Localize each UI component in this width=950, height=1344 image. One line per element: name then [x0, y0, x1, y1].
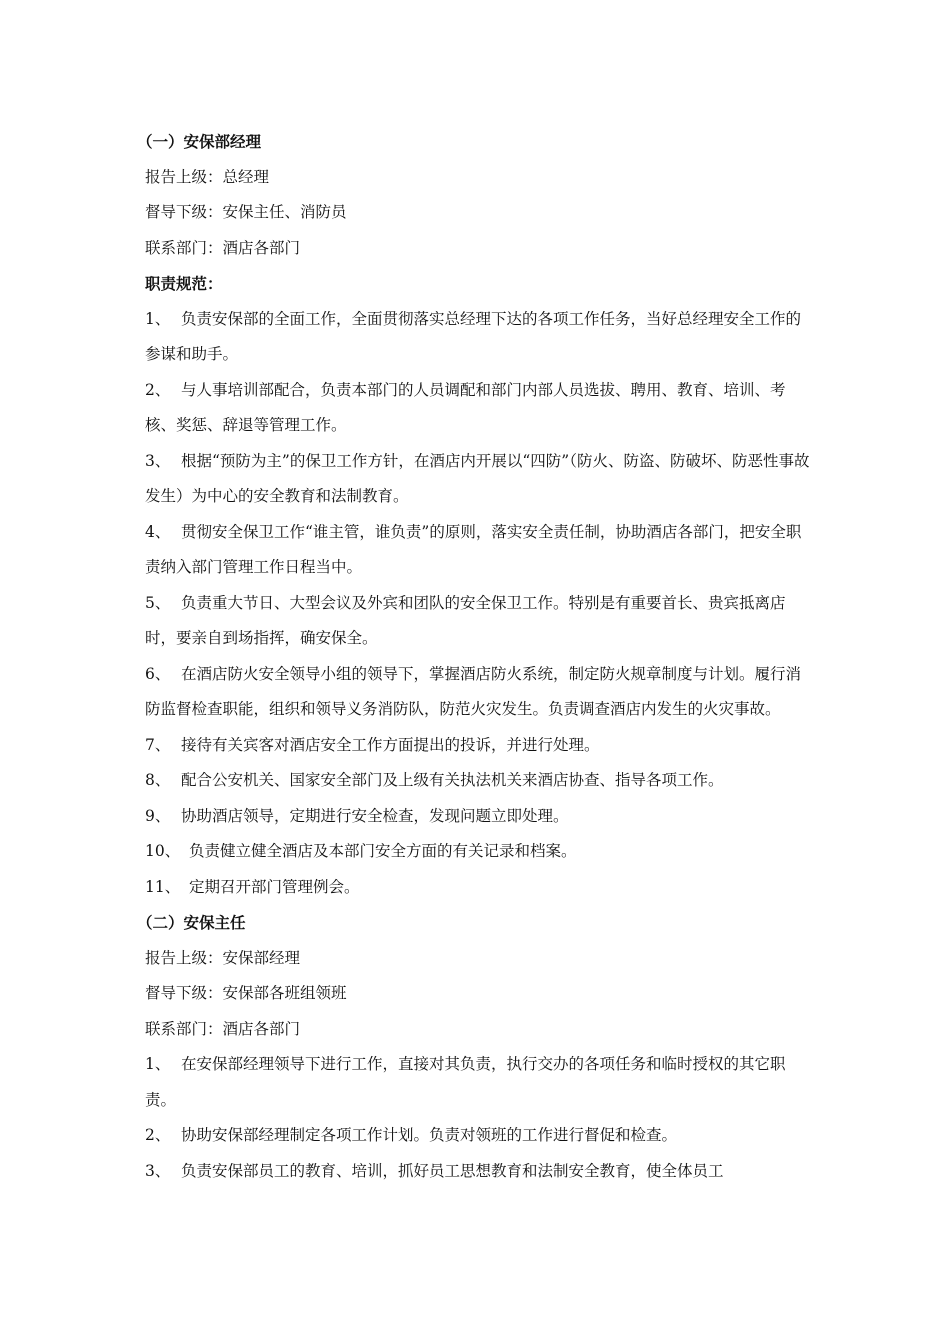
- duty-item-number: 10、: [145, 842, 181, 860]
- duty-item-number: 8、: [145, 771, 171, 789]
- duty-item-number: 5、: [145, 593, 171, 612]
- duty-item-text: 与人事培训部配合，负责本部门的人员调配和部门内部人员选拔、聘用、教育、培训、考核、奖惩、辞退等管理工作。: [145, 380, 786, 434]
- duty-item-number: 3、: [145, 1161, 171, 1180]
- duty-item-text: 根据“预防为主”的保卫工作方针，在酒店内开展以“四防”（防火、防盗、防破坏、防恶性事故发生）为中心的安全教育和法制教育。: [145, 451, 810, 505]
- duty-item-text: 协助安保部经理制定各项工作计划。负责对领班的工作进行督促和检查。: [181, 1126, 678, 1144]
- section2-supervise: 督导下级：安保部各班组领班: [145, 984, 347, 1002]
- duty-item-text: 在酒店防火安全领导小组的领导下，掌握酒店防火系统，制定防火规章制度与计划。履行消防监督检查职能，组织和领导义务消防队，防范火灾发生。负责调查酒店内发生的火灾事故。: [145, 664, 802, 718]
- duty-item-number: 1、: [145, 309, 171, 328]
- duty-item: [145, 763, 810, 799]
- duty-item: [145, 586, 810, 657]
- section2-report-to: 报告上级：安保部经理: [145, 948, 301, 967]
- duty-item: [145, 834, 810, 870]
- duty-item: [145, 1118, 810, 1154]
- duty-item-text: 接待有关宾客对酒店安全工作方面提出的投诉，并进行处理。: [181, 735, 600, 754]
- duty-item-number: 6、: [145, 664, 171, 683]
- duty-item: [145, 1154, 810, 1190]
- duty-item-number: 2、: [145, 1126, 171, 1144]
- duty-item-text: 协助酒店领导，定期进行安全检查，发现问题立即处理。: [181, 806, 569, 825]
- document-page: [137, 124, 810, 1189]
- duty-item: [145, 515, 810, 586]
- duty-item: [145, 657, 810, 728]
- duty-item: [145, 1047, 810, 1118]
- duty-item-text: 配合公安机关、国家安全部门及上级有关执法机关来酒店协查、指导各项工作。: [181, 771, 724, 789]
- duty-item-text: 贯彻安全保卫工作“谁主管，谁负责”的原则，落实安全责任制，协助酒店各部门，把安全职责纳入部门管理工作日程当中。: [145, 522, 802, 576]
- duty-item: [145, 373, 810, 444]
- duty-item-text: 在安保部经理领导下进行工作，直接对其负责，执行交办的各项任务和临时授权的其它职责。: [145, 1055, 786, 1109]
- duty-item: [145, 870, 810, 906]
- section1-report-to: 报告上级：总经理: [145, 167, 270, 186]
- duty-item: [145, 444, 810, 515]
- duty-item: [145, 302, 810, 373]
- duty-item-number: 3、: [145, 451, 171, 470]
- section2-title: （二）安保主任: [137, 913, 246, 932]
- duty-item-text: 定期召开部门管理例会。: [189, 877, 360, 896]
- section2-contact: 联系部门：酒店各部门: [145, 1019, 301, 1038]
- duty-item: [145, 799, 810, 835]
- duty-item-number: 7、: [145, 735, 171, 754]
- duty-item-text: 负责安保部员工的教育、培训，抓好员工思想教育和法制安全教育，使全体员工: [181, 1161, 724, 1180]
- section1-title: （一）安保部经理: [137, 132, 262, 151]
- duty-item: [145, 728, 810, 764]
- section1-supervise: 督导下级：安保主任、消防员: [145, 203, 347, 221]
- section1-contact: 联系部门：酒店各部门: [145, 238, 301, 257]
- section1-duties-label: 职责规范：: [145, 274, 223, 293]
- duty-item-number: 11、: [145, 877, 181, 896]
- duty-item-number: 4、: [145, 522, 171, 541]
- duty-item-number: 2、: [145, 380, 171, 399]
- duty-item-number: 9、: [145, 806, 171, 825]
- duty-item-text: 负责健立健全酒店及本部门安全方面的有关记录和档案。: [189, 842, 577, 860]
- duty-item-text: 负责重大节日、大型会议及外宾和团队的安全保卫工作。特别是有重要首长、贵宾抵离店时，要亲自到场指挥，确安保全。: [145, 593, 786, 647]
- duty-item-text: 负责安保部的全面工作，全面贯彻落实总经理下达的各项工作任务，当好总经理安全工作的参谋和助手。: [145, 309, 802, 363]
- duty-item-number: 1、: [145, 1055, 171, 1073]
